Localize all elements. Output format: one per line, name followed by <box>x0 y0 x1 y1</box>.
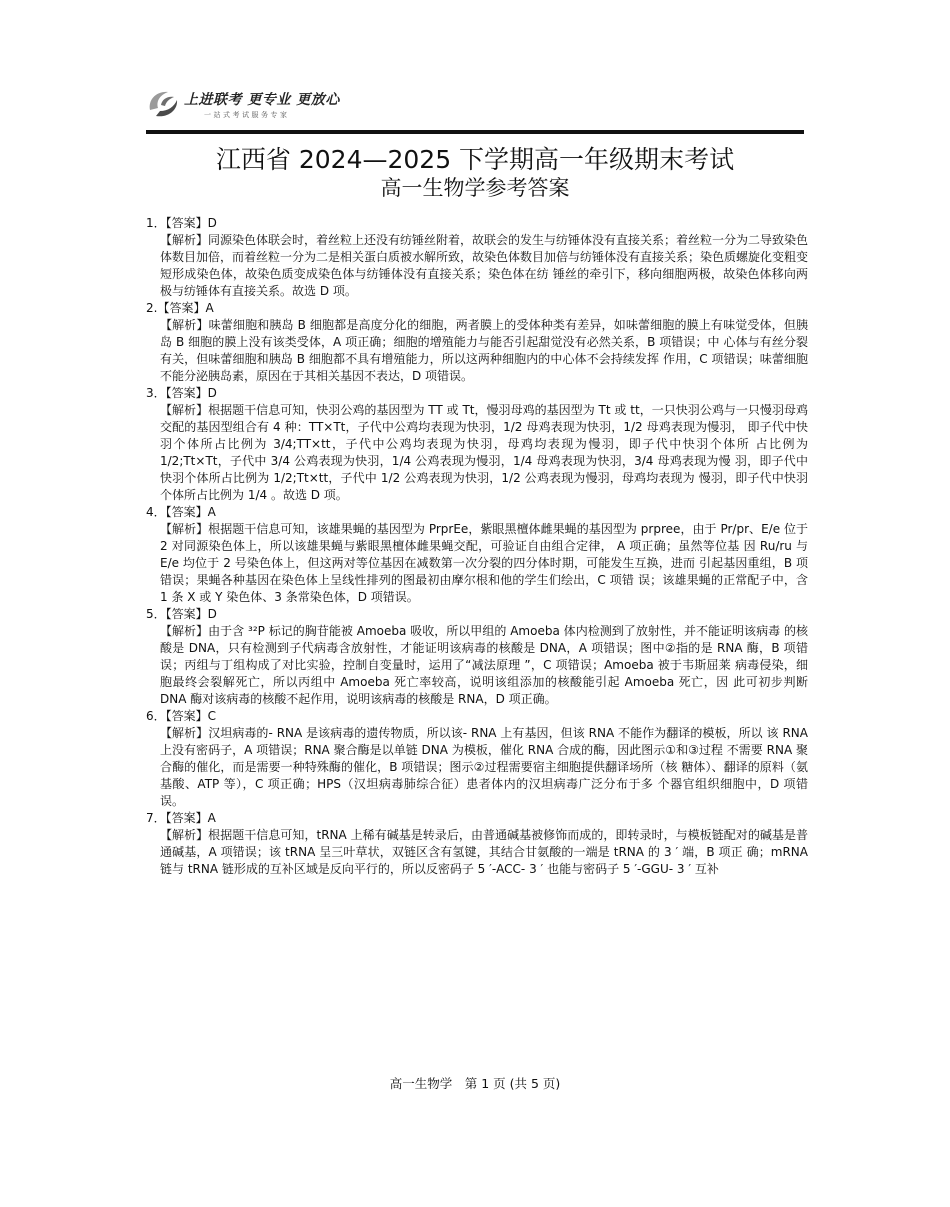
page-footer: 高一生物学 第 1 页 (共 5 页) <box>389 1076 561 1091</box>
exam-title: 江西省 2024—2025 下学期高一年级期末考试 <box>215 145 735 174</box>
question-item-3 <box>146 385 808 504</box>
question-item-7 <box>146 810 808 878</box>
answer-list <box>146 215 808 878</box>
explanation-paragraph: 【解析】由于含 ³²P 标记的胸苷能被 Amoeba 吸收，所以甲组的 Amoeba 体内检测到了放射性，并不能证明该病毒 的核酸是 DNA，只有检测到子代病毒含放射性，才能证明该病毒的核酸是 DNA，A 项错误；图中②指的是 RNA 酶，B 项错误；丙组与丁组构成了对比实验，控制自变量时，运用了“减法原理 ”，C 项错误；Amoeba 被于韦斯屈莱 病毒侵染，细胞最终会裂解死亡，所以丙组中 Amoeba 死亡率较高，说明该组添加的核酸能引起 Amoeba 死亡，因 此可初步判断 DNA 酶对该病毒的核酸不起作用，说明该病毒的核酸是 RNA，D 项正确。 <box>160 624 808 706</box>
question-item-2 <box>146 300 808 385</box>
question-item-1 <box>146 215 808 300</box>
question-item-5 <box>146 606 808 708</box>
logo-tagline: 一站式考试服务专家 <box>204 111 290 119</box>
explanation-paragraph: 【解析】根据题干信息可知，tRNA 上稀有碱基是转录后，由普通碱基被修饰而成的，即转录时，与模板链配对的碱基是普通碱基，A 项错误；该 tRNA 呈三叶草状，双链区含有氢键，其结合甘氨酸的一端是 tRNA 的 3 ′ 端，B 项正 确；mRNA 链与 tRNA 链形成的互补区域是反向平行的，所以反密码子 5 ′-ACC- 3 ′ 也能与密码子 5 ′-GGU- 3 ′ 互补 <box>160 828 808 876</box>
explanation-paragraph: 【解析】汉坦病毒的- RNA 是该病毒的遗传物质，所以该- RNA 上有基因，但该 RNA 不能作为翻译的模板，所以 该 RNA 上没有密码子，A 项错误；RNA 聚合酶是以单链 DNA 为模板，催化 RNA 合成的酶，因此图示①和③过程 不需要 RNA 聚合酶的催化，而是需要一种特殊酶的催化，B 项错误；图示②过程需要宿主细胞提供翻译场所（核 糖体）、翻译的原料（氨基酸、ATP 等），C 项正确；HPS（汉坦病毒肺综合征）患者体内的汉坦病毒广泛分布于多 个器官组织细胞中，D 项错误。 <box>160 726 808 808</box>
answer-line: 6．【答案】C <box>146 709 217 723</box>
answer-line: 3．【答案】D <box>146 386 217 400</box>
logo-slogan: 上进联考 更专业 更放心 <box>184 92 340 108</box>
question-item-6 <box>146 708 808 810</box>
answer-line: 2.【答案】A <box>146 301 214 315</box>
answer-line: 1．【答案】D <box>146 216 217 230</box>
header-divider <box>146 130 804 134</box>
question-item-4 <box>146 504 808 606</box>
explanation-paragraph: 【解析】根据题干信息可知，快羽公鸡的基因型为 TT 或 Tt，慢羽母鸡的基因型为 Tt 或 tt，一只快羽公鸡与一只慢羽母鸡交配的基因型组合有 4 种：TT×Tt，子代中公鸡均表现为快羽，1/2 母鸡表现为快羽，1/2 母鸡表现为慢羽， 即子代中快羽个体所占比例为 3/4;TT×tt，子代中公鸡均表现为快羽，母鸡均表现为慢羽，即子代中快羽个体所 占比例为 1/2;Tt×Tt，子代中 3/4 公鸡表现为快羽，1/4 公鸡表现为慢羽，1/4 母鸡表现为快羽，3/4 母鸡表现为慢 羽，即子代中快羽个体所占比例为 1/2;Tt×tt，子代中 1/2 公鸡表现为快羽，1/2 公鸡表现为慢羽，母鸡均表现为 慢羽，即子代中快羽个体所占比例为 1/4 。故选 D 项。 <box>160 403 808 502</box>
explanation-paragraph: 【解析】根据题干信息可知，该雄果蝇的基因型为 PrprEe，紫眼黑檀体雌果蝇的基因型为 prpree，由于 Pr/pr、E/e 位于 2 对同源染色体上，所以该雄果蝇与紫眼黑檀体雌果蝇交配，可验证自由组合定律， A 项正确；虽然等位基 因 Ru/ru 与 E/e 均位于 2 号染色体上，但这两对等位基因在减数第一次分裂的四分体时期，可能发生互换，进而 引起基因重组，B 项错误；果蝇各种基因在染色体上呈线性排列的图最初由摩尔根和他的学生们绘出，C 项错 误；该雄果蝇的正常配子中，含 1 条 X 或 Y 染色体、3 条常染色体，D 项错误。 <box>160 522 808 604</box>
answer-line: 4．【答案】A <box>146 505 216 519</box>
answer-line: 5．【答案】D <box>146 607 217 621</box>
explanation-paragraph: 【解析】味蕾细胞和胰岛 B 细胞都是高度分化的细胞，两者膜上的受体种类有差异，如味蕾细胞的膜上有味觉受体，但胰岛 B 细胞的膜上没有该类受体，A 项正确；细胞的增殖能力与能否引起甜觉没有必然关系，B 项错误；中 心体与有丝分裂有关，但味蕾细胞和胰岛 B 细胞都不具有增殖能力，所以这两种细胞内的中心体不会持续发挥 作用，C 项错误；味蕾细胞不能分泌胰岛素，原因在于其相关基因不表达，D 项错误。 <box>160 318 808 383</box>
header-logo <box>146 86 386 126</box>
answer-line: 7．【答案】A <box>146 811 216 825</box>
answer-key-title: 高一生物学参考答案 <box>380 176 570 200</box>
logo-swirl-icon <box>146 88 182 120</box>
explanation-paragraph: 【解析】同源染色体联会时，着丝粒上还没有纺锤丝附着，故联会的发生与纺锤体没有直接关系；着丝粒一分为二导致染色体数目加倍，而着丝粒一分为二是相关蛋白质被水解所致，故染色体数目加倍与纺锤体没有直接关系；染色质螺旋化变粗变短形成染色体，故染色质变成染色体与纺锤体没有直接关系；染色体在纺 锤丝的牵引下，移向细胞两极，故染色体移向两极与纺锤体有直接关系。故选 D 项。 <box>160 233 809 298</box>
